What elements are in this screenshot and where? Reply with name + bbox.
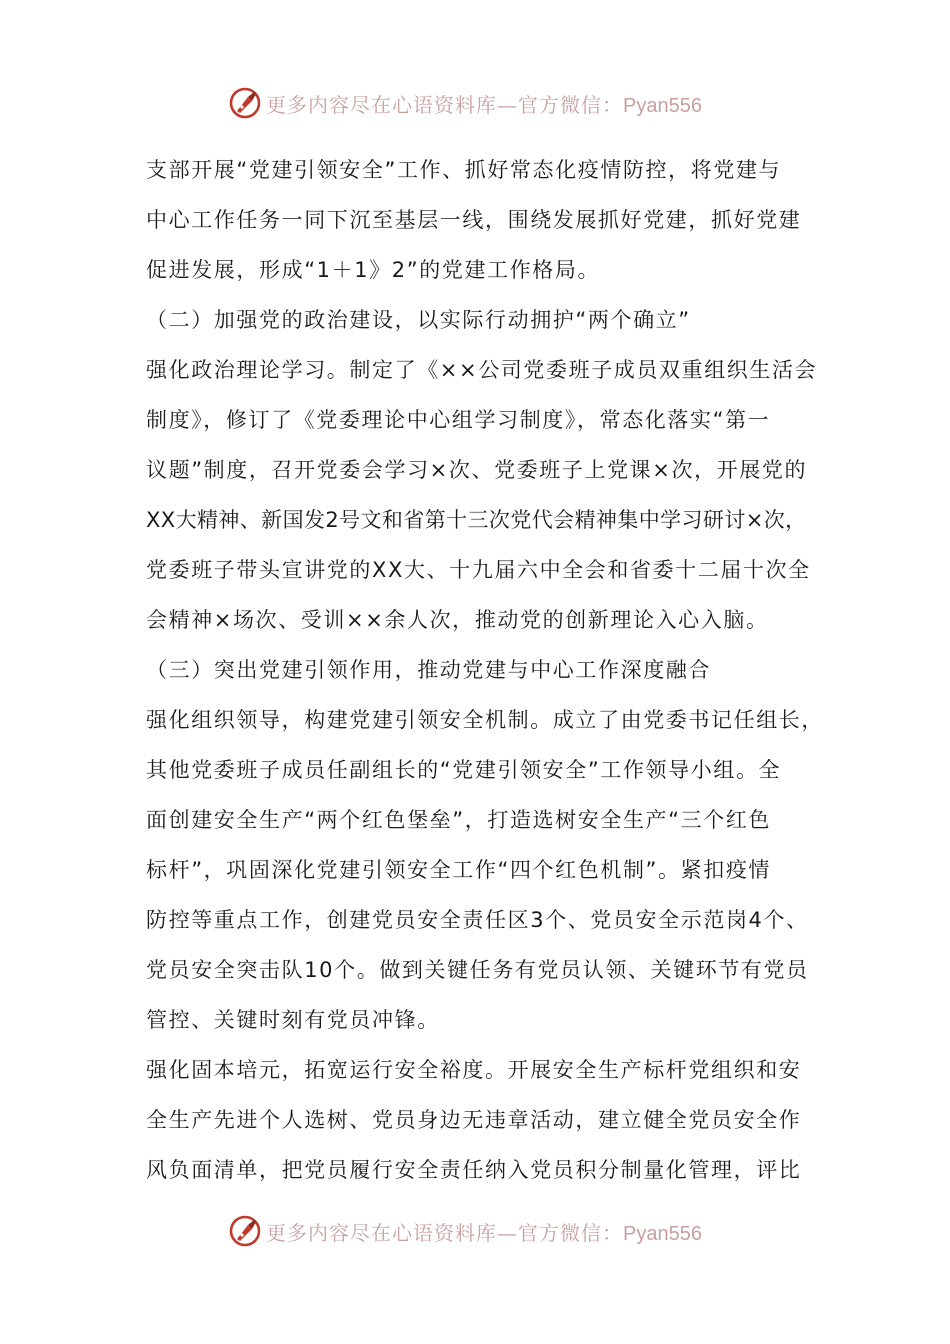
watermark-banner-bottom xyxy=(228,1214,702,1248)
body-line: 管控、关键时刻有党员冲锋。 xyxy=(146,1008,440,1032)
body-line: 面创建安全生产“两个红色堡垒”，打造选树安全生产“三个红色 xyxy=(146,808,772,832)
body-line: 促进发展，形成“1＋1》2”的党建工作格局。 xyxy=(146,258,601,282)
section-heading: （二）加强党的政治建设，以实际行动拥护“两个确立” xyxy=(146,308,691,332)
body-line: 党员安全突击队10个。做到关键任务有党员认领、关键环节有党员 xyxy=(146,958,809,982)
body-line: 其他党委班子成员任副组长的“党建引领安全”工作领导小组。全 xyxy=(146,758,782,782)
body-line: 会精神×场次、受训××余人次，推动党的创新理论入心入脑。 xyxy=(146,608,769,632)
body-line: 议题”制度，召开党委会学习×次、党委班子上党课×次，开展党的 xyxy=(146,458,808,482)
watermark-banner-top xyxy=(228,86,702,120)
pen-nib-circle-icon xyxy=(228,86,262,120)
body-line: 中心工作任务一同下沉至基层一线，围绕发展抓好党建，抓好党建 xyxy=(146,208,802,232)
body-line: XX大精神、新国发2号文和省第十三次党代会精神集中学习研讨×次， xyxy=(146,508,807,532)
body-line: 强化固本培元，拓宽运行安全裕度。开展安全生产标杆党组织和安 xyxy=(146,1058,802,1082)
document-body xyxy=(146,145,824,1195)
body-line: 强化政治理论学习。制定了《××公司党委班子成员双重组织生活会 xyxy=(146,358,818,382)
body-line: 标杆”，巩固深化党建引领安全工作“四个红色机制”。紧扣疫情 xyxy=(146,858,772,882)
body-line: 支部开展“党建引领安全”工作、抓好常态化疫情防控，将党建与 xyxy=(146,158,782,182)
pen-nib-circle-icon xyxy=(228,1214,262,1248)
watermark-text: 更多内容尽在心语资料库—官方微信：Pyan556 xyxy=(266,1220,702,1245)
body-line: 强化组织领导，构建党建引领安全机制。成立了由党委书记任组长， xyxy=(146,708,824,732)
body-line: 风负面清单，把党员履行安全责任纳入党员积分制量化管理，评比 xyxy=(146,1158,802,1182)
body-line: 全生产先进个人选树、党员身边无违章活动，建立健全党员安全作 xyxy=(146,1108,802,1132)
section-heading: （三）突出党建引领作用，推动党建与中心工作深度融合 xyxy=(146,658,711,682)
body-line: 制度》，修订了《党委理论中心组学习制度》，常态化落实“第一 xyxy=(146,408,771,432)
body-line: 党委班子带头宣讲党的XX大、十九届六中全会和省委十二届十次全 xyxy=(146,558,811,582)
body-line: 防控等重点工作，创建党员安全责任区3个、党员安全示范岗4个、 xyxy=(146,908,809,932)
watermark-text: 更多内容尽在心语资料库—官方微信：Pyan556 xyxy=(266,92,702,117)
